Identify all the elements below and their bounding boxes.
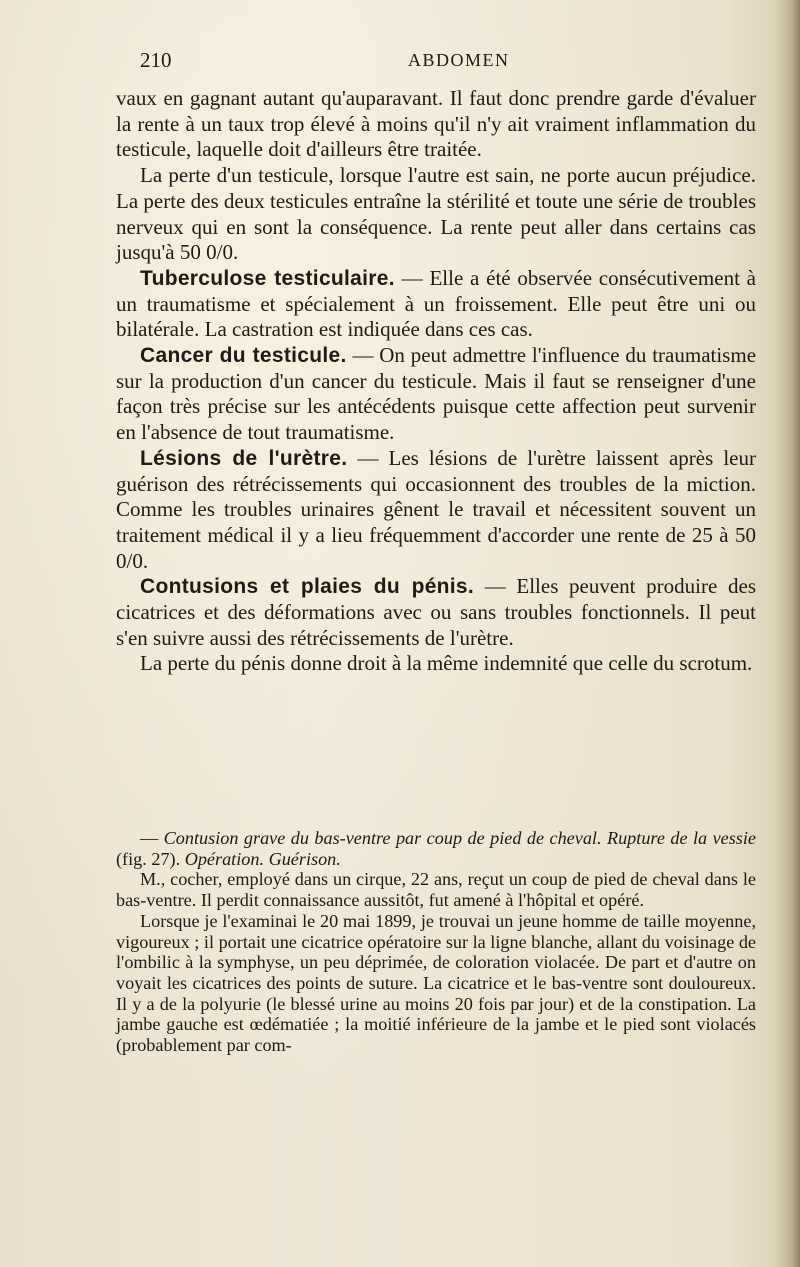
section-penis <box>116 574 756 651</box>
case-paragraph-2: Lorsque je l'examinai le 20 mai 1899, je trouvai un jeune homme de taille moyenne, vigoureux ; il portait une cicatrice opératoire sur la ligne blanche, allant du voisinage de l'ombilic à la symphyse, un peu déprimée, de coloration violacée. De part et d'autre on voyait les cicatrices des points de suture. La cicatrice et le bas-ventre sont douloureux. Il y a de la polyurie (le blessé urine au moins 20 fois par jour) et de la constipation. La jambe gauche est œdématiée ; la moitié inférieure de la jambe et le pied sont violacés (probablement par com- <box>116 910 756 1056</box>
section-cancer <box>116 343 756 446</box>
running-title: ABDOMEN <box>408 50 510 70</box>
page-number: 210 <box>140 48 172 72</box>
section-text-penis: — Elles peuvent produire des cicatrices et des déformations avec ou sans troubles fonctionnels. Il peut s'en suivre aussi des rétrécissements de l'urètre. <box>116 574 756 650</box>
case-dash: — <box>140 828 164 848</box>
section-uretre <box>116 446 756 575</box>
paragraph-testicle-loss: La perte d'un testicule, lorsque l'autre est sain, ne porte aucun préjudice. La perte des deux testicules entraîne la stérilité et toute une série de troubles nerveux qui en sont la conséquence. La rente peut aller dans certains cas jusqu'à 50 0/0. <box>116 163 756 265</box>
section-heading-uretre: Lésions de l'urètre. <box>140 446 348 470</box>
section-heading-cancer: Cancer du testicule. <box>140 344 347 368</box>
section-heading-tuberculose: Tuberculose testiculaire. <box>140 266 395 290</box>
paragraph-penis-loss: La perte du pénis donne droit à la même indemnité que celle du scrotum. <box>140 651 753 676</box>
page-edge-shadow <box>774 0 800 1267</box>
main-text <box>116 86 756 677</box>
section-heading-penis: Contusions et plaies du pénis. <box>140 575 475 599</box>
case-paragraph-1: M., cocher, employé dans un cirque, 22 ans, reçut un coup de pied de cheval dans le bas-ventre. Il perdit connaissance aussitôt, fut amené à l'hôpital et opéré. <box>116 869 756 911</box>
page-header <box>140 48 700 78</box>
section-tuberculose <box>116 266 756 343</box>
paragraph-continuation: vaux en gagnant autant qu'auparavant. Il faut donc prendre garde d'évaluer la rente à un taux trop élevé à moins qu'il n'y ait vraiment inflammation du testicule, laquelle doit d'ailleurs être traitée. <box>116 86 756 162</box>
case-title <box>116 828 756 869</box>
section-text-tuberculose: — Elle a été observée consécutivement à un traumatisme et spécialement à un froissement. Elle peut être uni ou bilatérale. La castration est indiquée dans ces cas. <box>116 265 756 342</box>
case-title-italic: Contusion grave du bas-ventre par coup de pied de cheval. Rupture de la vessie <box>163 828 757 848</box>
case-title-italic-2: Opération. Guérison. <box>184 848 341 869</box>
case-report <box>116 828 756 1056</box>
section-text-uretre: — Les lésions de l'urètre laissent après leur guérison des rétrécissements qui occasionnent des troubles de la miction. Comme les troubles urinaires gênent le travail et nécessitent souvent un traitement médical il y a lieu fréquemment d'accorder une rente de 25 à 50 0/0. <box>116 445 756 573</box>
section-text-cancer: — On peut admettre l'influence du traumatisme sur la production d'un cancer du testicule. Mais il faut se renseigner d'une façon très précise sur les antécédents puisque cette affection peut survenir en l'absence de tout traumatisme. <box>116 343 757 445</box>
case-fig-ref: (fig. 27). <box>116 848 185 869</box>
